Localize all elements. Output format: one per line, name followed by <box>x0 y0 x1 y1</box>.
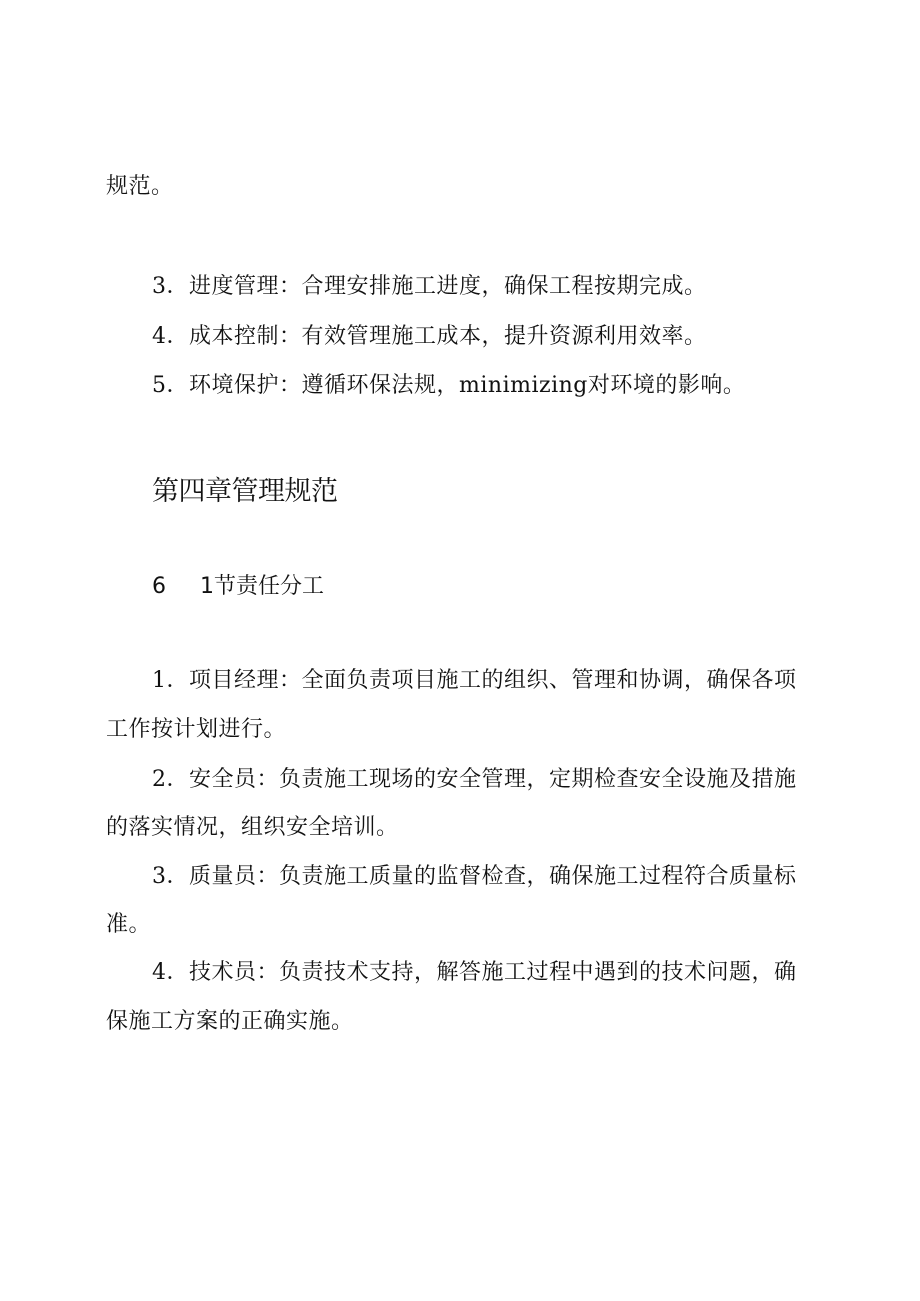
continuation-text: 规范。 <box>106 174 174 199</box>
section-heading <box>152 572 324 602</box>
section-number: 6 <box>152 574 166 599</box>
duty-safety-officer-line1: 2．安全员：负责施工现场的安全管理，定期检查安全设施及措施 <box>152 767 797 792</box>
list-item-cost: 4．成本控制：有效管理施工成本，提升资源利用效率。 <box>152 324 707 349</box>
duty-quality-officer-line2: 准。 <box>106 912 152 937</box>
duty-safety-officer-line2: 的落实情况，组织安全培训。 <box>106 815 399 840</box>
duty-technician-line1: 4．技术员：负责技术支持，解答施工过程中遇到的技术问题，确 <box>152 960 797 985</box>
section-title: 1节责任分工 <box>200 574 324 599</box>
list-item-schedule: 3．进度管理：合理安排施工进度，确保工程按期完成。 <box>152 274 707 299</box>
duty-quality-officer-line1: 3．质量员：负责施工质量的监督检查，确保施工过程符合质量标 <box>152 864 797 889</box>
chapter-title: 第四章管理规范 <box>152 476 338 507</box>
duty-project-manager-line1: 1．项目经理：全面负责项目施工的组织、管理和协调，确保各项 <box>152 668 797 693</box>
duty-project-manager-line2: 工作按计划进行。 <box>106 717 287 742</box>
list-item-environment: 5．环境保护：遵循环保法规，minimizing对环境的影响。 <box>152 373 746 398</box>
duty-technician-line2: 保施工方案的正确实施。 <box>106 1009 354 1034</box>
